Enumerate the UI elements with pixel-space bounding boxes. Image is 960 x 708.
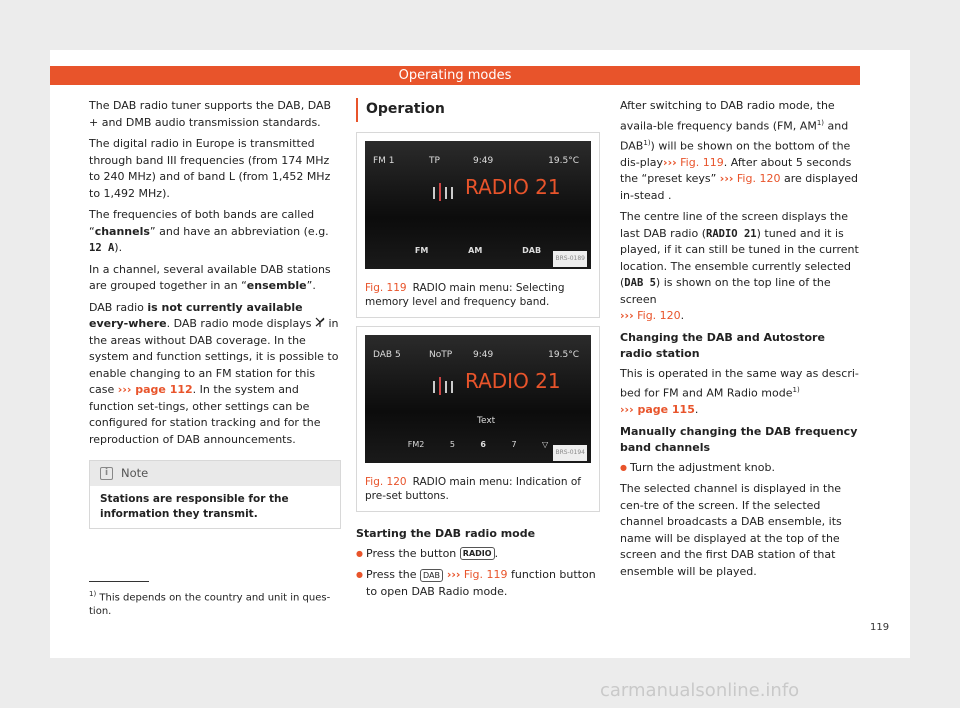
radio-key: RADIO xyxy=(460,547,495,560)
watermark: carmanualsonline.info xyxy=(600,680,800,701)
channel-code: 12 A xyxy=(89,242,115,254)
figure-caption: Fig. 119 RADIO main menu: Selecting memory level and frequency band. xyxy=(365,282,565,308)
section-header: Operating modes xyxy=(50,66,860,85)
paragraph: The frequencies of both bands are called “channels” and have an abbreviation (e.g. 12 A). xyxy=(89,208,329,254)
operation-title: Operation xyxy=(356,98,600,122)
paragraph: In a channel, several available DAB stations are grouped together in an “ensemble”. xyxy=(89,262,331,292)
paragraph: After switching to DAB radio mode, the availa-ble frequency bands (FM, AM$^{1)}$ and DAB$^{1)}$) will be shown on the bottom of the dis-play››› Fig. 119. After about 5 seconds the “preset keys” ››› Fig. 120 are displayed in-stead . xyxy=(620,99,859,202)
page-link[interactable]: page 112 xyxy=(131,383,193,396)
station-name: RADIO 21 xyxy=(465,369,561,393)
radio-screen-image: FM 1 TP 9:49 19.5°C RADIO 21 FM AM DAB BRS-0189 xyxy=(365,141,591,269)
paragraph: The selected channel is displayed in the cen-tre of the screen. If the selected channel broadcasts a DAB ensemble, its name will be displayed at the top of the screen and the first DAB station of that ensemble will be played. xyxy=(620,482,842,578)
figure-link[interactable]: Fig. 119 xyxy=(676,155,724,169)
channels-term: channels xyxy=(94,224,150,238)
paragraph: The DAB radio tuner supports the DAB, DAB + and DMB audio transmission standards. xyxy=(89,99,332,129)
figure-120 xyxy=(356,326,600,512)
column-2 xyxy=(356,98,600,605)
figure-link[interactable]: Fig. 120 xyxy=(733,172,781,186)
paragraph: The centre line of the screen displays the last DAB radio (RADIO 21) tuned and it is played, if it can still be tuned in the current location. The ensemble currently selected (DAB 5) is shown on the top line of the screen ››› Fig. 120. xyxy=(620,210,859,323)
note-body: Stations are responsible for the information they transmit. xyxy=(100,492,289,520)
station-name: RADIO 21 xyxy=(465,175,561,199)
subheading: Starting the DAB radio mode xyxy=(356,527,536,540)
paragraph: This is operated in the same way as descri-bed for FM and AM Radio mode$^{1)}$ ››› page 115. xyxy=(620,366,859,417)
figure-119 xyxy=(356,132,600,318)
dab-bars-icon xyxy=(431,377,461,395)
list-item: ● Turn the adjustment knob. xyxy=(620,460,860,477)
function-buttons: FM AM DAB xyxy=(414,245,542,255)
list-item: ● Press the DAB ››› Fig. 119 function button to open DAB Radio mode. xyxy=(356,567,600,600)
preset-buttons: FM2 5 6 7 ▽ xyxy=(407,439,549,449)
column-3 xyxy=(620,98,860,585)
note-box xyxy=(89,460,341,529)
paragraph: DAB radio is not currently available every-where. DAB radio mode displays in the areas without DAB coverage. In the system and function settings, it is possible to enable changing to an FM station for this case ››› page 112. In the system and function set-tings, other settings can be configured for station tracking and for the reproduction of DAB announcements. xyxy=(89,300,339,446)
ensemble-term: ensemble xyxy=(246,279,307,292)
page-number: 119 xyxy=(870,622,890,633)
figure-link[interactable]: Fig. 119 xyxy=(460,568,508,581)
figure-link[interactable]: Fig. 120 xyxy=(633,309,681,323)
page-link[interactable]: page 115 xyxy=(633,403,695,417)
subheading: Changing the DAB and Autostore radio station xyxy=(620,330,825,361)
footnote: $^{1)}$ This depends on the country and unit in ques-tion. xyxy=(89,590,331,618)
dab-bars-icon xyxy=(431,183,461,201)
figure-caption: Fig. 120 RADIO main menu: Indication of pre-set buttons. xyxy=(365,476,581,502)
subheading: Manually changing the DAB frequency band channels xyxy=(620,424,858,455)
radio-screen-image: DAB 5 NoTP 9:49 19.5°C RADIO 21 Text FM2 5 6 7 ▽ BRS-0194 xyxy=(365,335,591,463)
no-signal-antenna-icon xyxy=(315,317,325,328)
info-icon: i xyxy=(100,467,113,480)
dab-key: DAB xyxy=(420,569,443,582)
paragraph: The digital radio in Europe is transmitted through band III frequencies (from 174 MHz to 240 MHz) and of band L (from 1,452 MHz to 1,492 MHz). xyxy=(89,137,331,200)
note-title: Note xyxy=(121,466,149,480)
list-item: ● Press the button RADIO . xyxy=(356,546,600,563)
column-1 xyxy=(89,98,341,529)
footnote-rule xyxy=(89,581,149,582)
